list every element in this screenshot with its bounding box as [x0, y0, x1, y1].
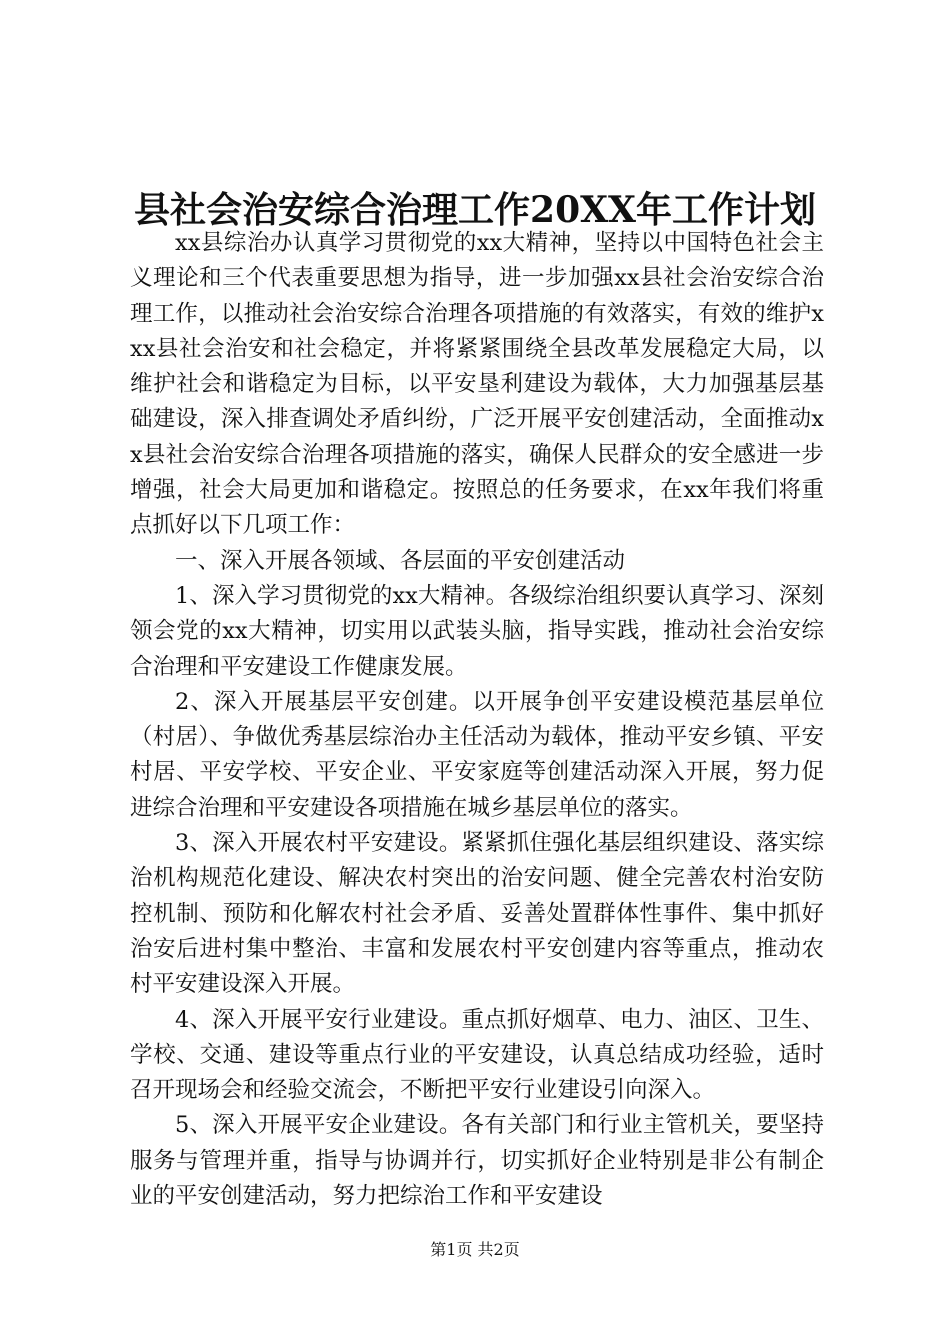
section-heading: 一、深入开展各领域、各层面的平安创建活动: [175, 547, 626, 574]
item-paragraph-3: 3、深入开展农村平安建设。紧紧抓住强化基层组织建设、落实综治机构规范化建设、解决农村突出的治安问题、健全完善农村治安防控机制、预防和化解农村社会矛盾、妥善处置群体性事件、集中抓好治安后进村集中整治、丰富和发展农村平安创建内容等重点，推动农村平安建设深入开展。: [130, 830, 824, 998]
document-body: [130, 226, 824, 1214]
page-number-footer: 第1页 共2页: [430, 1240, 520, 1259]
item-paragraph-2: 2、深入开展基层平安创建。以开展争创平安建设模范基层单位（村居）、争做优秀基层综治办主任活动为载体，推动平安乡镇、平安村居、平安学校、平安企业、平安家庭等创建活动深入开展，努力促进综合治理和平安建设各项措施在城乡基层单位的落实。: [130, 688, 824, 821]
intro-paragraph: xx县综治办认真学习贯彻党的xx大精神，坚持以中国特色社会主义理论和三个代表重要思想为指导，进一步加强xx县社会治安综合治理工作，以推动社会治安综合治理各项措施的有效落实，有效的维护xxx县社会治安和社会稳定，并将紧紧围绕全县改革发展稳定大局，以维护社会和谐稳定为目标，以平安垦利建设为载体，大力加强基层基础建设，深入排查调处矛盾纠纷，广泛开展平安创建活动，全面推动xx县社会治安综合治理各项措施的落实，确保人民群众的安全感进一步增强，社会大局更加和谐稳定。按照总的任务要求，在xx年我们将重点抓好以下几项工作：: [130, 230, 824, 539]
document-title: 县社会治安综合治理工作20XX年工作计划: [134, 189, 816, 231]
item-paragraph-4: 4、深入开展平安行业建设。重点抓好烟草、电力、油区、卫生、学校、交通、建设等重点行业的平安建设，认真总结成功经验，适时召开现场会和经验交流会，不断把平安行业建设引向深入。: [130, 1006, 824, 1104]
item-paragraph-5: 5、深入开展平安企业建设。各有关部门和行业主管机关，要坚持服务与管理并重，指导与协调并行，切实抓好企业特别是非公有制企业的平安创建活动，努力把综治工作和平安建设: [130, 1112, 824, 1210]
item-paragraph-1: 1、深入学习贯彻党的xx大精神。各级综治组织要认真学习、深刻领会党的xx大精神，切实用以武装头脑，指导实践，推动社会治安综合治理和平安建设工作健康发展。: [130, 582, 824, 680]
